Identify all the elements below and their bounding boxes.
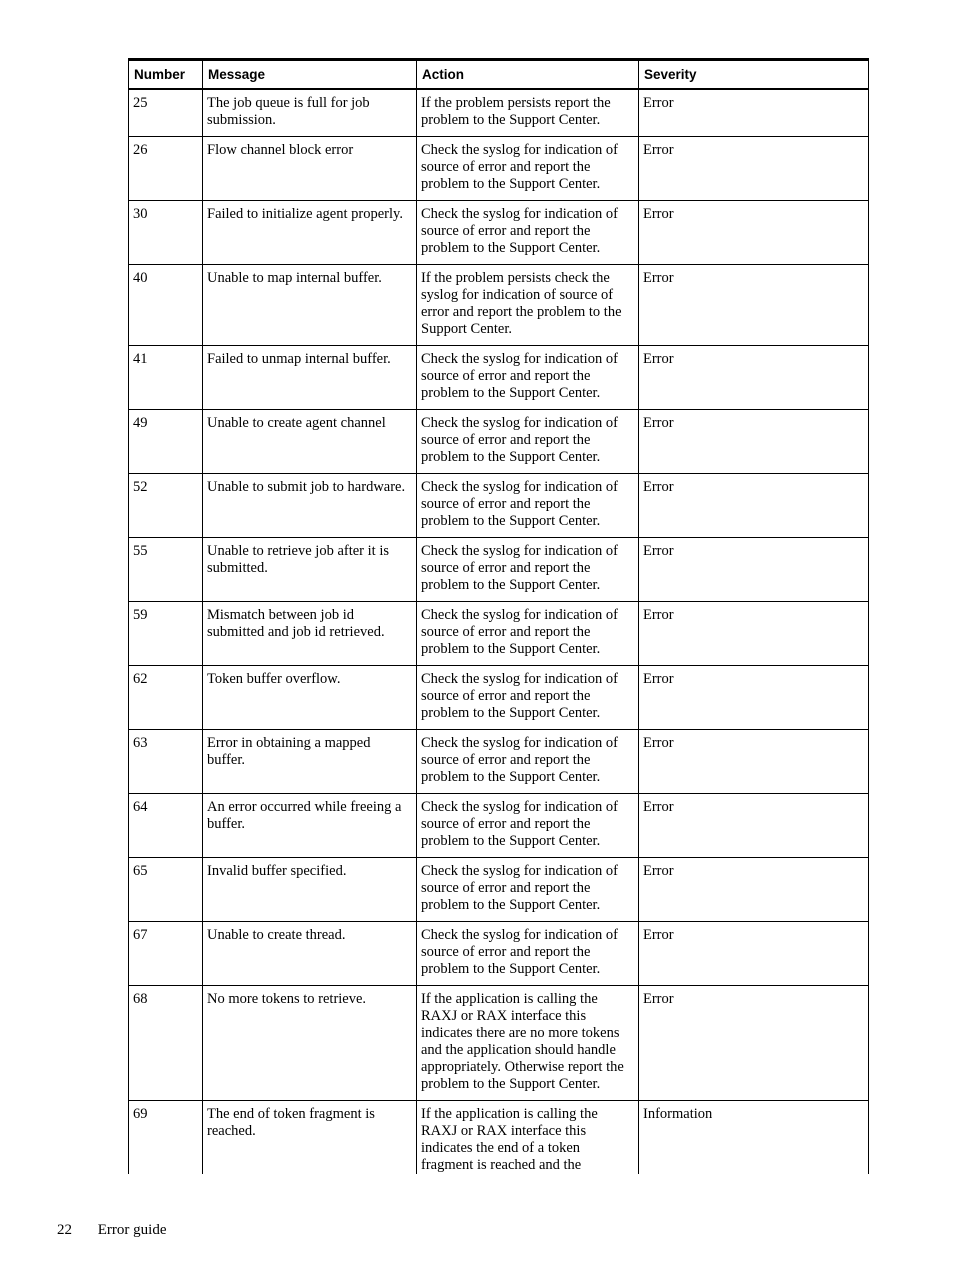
table-row xyxy=(129,265,869,346)
cell-severity: Error xyxy=(639,538,869,602)
header-severity: Severity xyxy=(639,60,869,90)
cell-action: Check the syslog for indication of source of error and report the problem to the Support Center. xyxy=(417,858,639,922)
cell-message: Invalid buffer specified. xyxy=(203,858,417,922)
cell-severity: Error xyxy=(639,730,869,794)
table-row xyxy=(129,201,869,265)
cell-message: The job queue is full for job submission. xyxy=(203,89,417,137)
cell-number: 69 xyxy=(129,1101,203,1175)
cell-action: Check the syslog for indication of source of error and report the problem to the Support Center. xyxy=(417,137,639,201)
cell-number: 25 xyxy=(129,89,203,137)
header-message: Message xyxy=(203,60,417,90)
cell-severity: Information xyxy=(639,1101,869,1175)
cell-message: Unable to retrieve job after it is submitted. xyxy=(203,538,417,602)
table-row xyxy=(129,858,869,922)
cell-number: 68 xyxy=(129,986,203,1101)
cell-number: 52 xyxy=(129,474,203,538)
cell-severity: Error xyxy=(639,922,869,986)
cell-action: Check the syslog for indication of source of error and report the problem to the Support Center. xyxy=(417,922,639,986)
cell-number: 30 xyxy=(129,201,203,265)
cell-action: If the problem persists check the syslog for indication of source of error and report the problem to the Support Center. xyxy=(417,265,639,346)
table-header xyxy=(129,60,869,90)
cell-severity: Error xyxy=(639,858,869,922)
table-row xyxy=(129,794,869,858)
cell-message: Unable to submit job to hardware. xyxy=(203,474,417,538)
cell-action: Check the syslog for indication of source of error and report the problem to the Support Center. xyxy=(417,666,639,730)
cell-action: Check the syslog for indication of source of error and report the problem to the Support Center. xyxy=(417,538,639,602)
table-row xyxy=(129,538,869,602)
cell-number: 59 xyxy=(129,602,203,666)
page-number: 22 xyxy=(57,1222,72,1238)
cell-number: 64 xyxy=(129,794,203,858)
page-footer xyxy=(57,1222,166,1239)
table-row xyxy=(129,922,869,986)
cell-message: An error occurred while freeing a buffer. xyxy=(203,794,417,858)
cell-action: If the application is calling the RAXJ or RAX interface this indicates there are no more tokens and the application should handle appropriately. Otherwise report the problem to the Support Center. xyxy=(417,986,639,1101)
cell-severity: Error xyxy=(639,986,869,1101)
cell-message: Unable to create agent channel xyxy=(203,410,417,474)
cell-message: Token buffer overflow. xyxy=(203,666,417,730)
table-row xyxy=(129,89,869,137)
cell-action: If the application is calling the RAXJ or RAX interface this indicates the end of a token fragment is reached and the xyxy=(417,1101,639,1175)
cell-severity: Error xyxy=(639,137,869,201)
cell-severity: Error xyxy=(639,89,869,137)
cell-number: 55 xyxy=(129,538,203,602)
header-action: Action xyxy=(417,60,639,90)
table-row xyxy=(129,474,869,538)
cell-severity: Error xyxy=(639,602,869,666)
cell-action: Check the syslog for indication of source of error and report the problem to the Support Center. xyxy=(417,410,639,474)
cell-number: 26 xyxy=(129,137,203,201)
table-row xyxy=(129,137,869,201)
cell-message: Flow channel block error xyxy=(203,137,417,201)
cell-number: 62 xyxy=(129,666,203,730)
cell-severity: Error xyxy=(639,794,869,858)
cell-severity: Error xyxy=(639,201,869,265)
cell-number: 40 xyxy=(129,265,203,346)
table-row xyxy=(129,730,869,794)
table-row xyxy=(129,1101,869,1175)
cell-action: If the problem persists report the problem to the Support Center. xyxy=(417,89,639,137)
cell-action: Check the syslog for indication of source of error and report the problem to the Support Center. xyxy=(417,602,639,666)
section-title: Error guide xyxy=(97,1222,167,1238)
cell-severity: Error xyxy=(639,474,869,538)
cell-message: Unable to map internal buffer. xyxy=(203,265,417,346)
cell-severity: Error xyxy=(639,265,869,346)
cell-message: No more tokens to retrieve. xyxy=(203,986,417,1101)
cell-number: 65 xyxy=(129,858,203,922)
cell-message: Error in obtaining a mapped buffer. xyxy=(203,730,417,794)
cell-severity: Error xyxy=(639,666,869,730)
table-row xyxy=(129,602,869,666)
cell-message: The end of token fragment is reached. xyxy=(203,1101,417,1175)
table-row xyxy=(129,346,869,410)
cell-message: Unable to create thread. xyxy=(203,922,417,986)
table-row xyxy=(129,986,869,1101)
table-body xyxy=(129,89,869,1174)
cell-message: Failed to initialize agent properly. xyxy=(203,201,417,265)
cell-message: Mismatch between job id submitted and job id retrieved. xyxy=(203,602,417,666)
table-row xyxy=(129,666,869,730)
error-table xyxy=(128,58,869,1174)
cell-action: Check the syslog for indication of source of error and report the problem to the Support Center. xyxy=(417,201,639,265)
cell-message: Failed to unmap internal buffer. xyxy=(203,346,417,410)
cell-action: Check the syslog for indication of source of error and report the problem to the Support Center. xyxy=(417,474,639,538)
cell-number: 67 xyxy=(129,922,203,986)
cell-action: Check the syslog for indication of source of error and report the problem to the Support Center. xyxy=(417,794,639,858)
cell-severity: Error xyxy=(639,346,869,410)
table-row xyxy=(129,410,869,474)
cell-action: Check the syslog for indication of source of error and report the problem to the Support Center. xyxy=(417,730,639,794)
cell-number: 49 xyxy=(129,410,203,474)
cell-number: 41 xyxy=(129,346,203,410)
header-number: Number xyxy=(129,60,203,90)
cell-number: 63 xyxy=(129,730,203,794)
cell-action: Check the syslog for indication of source of error and report the problem to the Support Center. xyxy=(417,346,639,410)
cell-severity: Error xyxy=(639,410,869,474)
header-row xyxy=(129,60,869,90)
